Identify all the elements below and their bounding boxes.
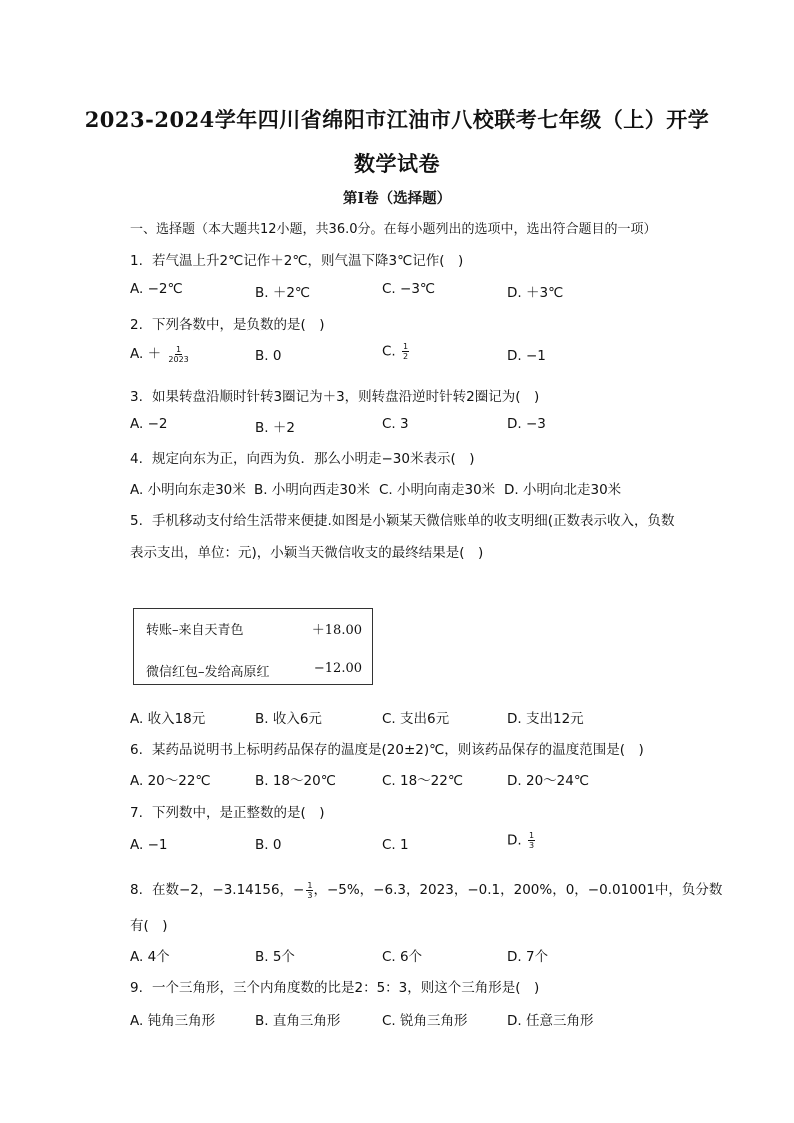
option-b: B. 小明向西走30米: [254, 482, 371, 498]
option-d: D. ＋3℃: [507, 285, 564, 301]
option-d: D. −3: [507, 416, 546, 432]
numerator: 1: [176, 344, 182, 354]
question-number: 2.: [130, 317, 143, 333]
option-a: A. 小明向东走30米: [130, 482, 246, 498]
option-a: A. 4个: [130, 949, 170, 965]
bill-amount: ＋18.00: [311, 623, 362, 638]
option-label: C.: [382, 343, 396, 360]
option-a: [130, 342, 190, 364]
wechat-bill-table: [133, 608, 373, 685]
question-text: 一个三角形，三个内角度数的比是2：5：3，则这个三角形是( ): [152, 980, 540, 996]
option-c: C. 6个: [382, 949, 423, 965]
question-number: 1.: [130, 253, 143, 269]
bill-amount: −12.00: [313, 661, 362, 676]
question-5-line2: 表示支出，单位：元)，小颖当天微信收支的最终结果是( ): [130, 545, 484, 561]
bill-label: 转账–来自天青色: [146, 623, 244, 638]
option-d: D. −1: [507, 348, 546, 364]
option-label: D.: [507, 832, 522, 849]
exam-title-line2: 数学试卷: [354, 151, 440, 176]
volume-heading: 第Ⅰ卷（选择题）: [342, 190, 452, 207]
numerator: 1: [403, 342, 409, 351]
option-a: A. 20～22℃: [130, 773, 211, 789]
question-text: 若气温上升2℃记作＋2℃，则气温下降3℃记作( ): [152, 253, 464, 269]
fraction: [167, 345, 189, 364]
exam-title-line1: 2023-2024学年四川省绵阳市江油市八校联考七年级（上）开学: [84, 107, 710, 132]
question-text: 下列各数中，是负数的是( ): [152, 317, 325, 333]
option-c: [382, 342, 409, 361]
question-number: 8.: [130, 882, 143, 898]
option-d: D. 小明向北走30米: [504, 482, 622, 498]
question-2: [130, 313, 325, 333]
option-c: C. 1: [382, 837, 409, 853]
option-c: C. 3: [382, 416, 409, 432]
option-a: A. −1: [130, 837, 168, 853]
question-text: 手机移动支付给生活带来便捷.如图是小颖某天微信账单的收支明细(正数表示收入，负数: [152, 513, 675, 529]
denominator: 3: [307, 890, 313, 900]
denominator: 3: [528, 841, 535, 850]
option-b: B. 0: [255, 348, 282, 364]
option-c: C. 锐角三角形: [382, 1013, 468, 1029]
option-b: B. 收入6元: [255, 711, 322, 727]
option-c: C. −3℃: [382, 281, 436, 297]
denominator: 2023: [168, 354, 189, 364]
question-text: 如果转盘沿顺时针转3圈记为＋3，则转盘沿逆时针转2圈记为( ): [152, 389, 540, 405]
option-a: A. 钝角三角形: [130, 1013, 216, 1029]
numerator: 1: [307, 880, 313, 890]
bill-label: 微信红包–发给高原红: [146, 665, 270, 680]
option-d: D. 7个: [507, 949, 549, 965]
option-b: B. 直角三角形: [255, 1013, 341, 1029]
option-a: A. −2: [130, 416, 168, 432]
question-5: [130, 509, 675, 529]
option-b: B. 5个: [255, 949, 295, 965]
question-4: [130, 447, 475, 467]
fraction: [402, 342, 409, 361]
denominator: 2: [403, 352, 409, 361]
option-b: B. ＋2: [255, 420, 295, 436]
option-d: [507, 831, 535, 850]
option-d: D. 任意三角形: [507, 1013, 594, 1029]
option-c: C. 18～22℃: [382, 773, 464, 789]
fraction: [528, 831, 535, 850]
question-1: [130, 249, 463, 269]
question-text: 某药品说明书上标明药品保存的温度是(20±2)℃，则该药品保存的温度范围是( ): [152, 742, 644, 758]
question-number: 3.: [130, 389, 143, 405]
option-c: C. 小明向南走30米: [379, 482, 496, 498]
question-text: 规定向东为正，向西为负．那么小明走−30米表示( ): [152, 451, 475, 467]
question-8-line2: 有( ): [130, 918, 168, 934]
question-number: 5.: [130, 513, 143, 529]
option-b: B. ＋2℃: [255, 285, 311, 301]
question-3: [130, 385, 539, 405]
option-c: C. 支出6元: [382, 711, 450, 727]
option-a: A. −2℃: [130, 281, 183, 297]
question-number: 9.: [130, 980, 143, 996]
option-b: B. 18～20℃: [255, 773, 336, 789]
option-d: D. 支出12元: [507, 711, 584, 727]
question-number: 6.: [130, 742, 143, 758]
question-7: [130, 801, 325, 821]
question-text: 下列数中，是正整数的是( ): [152, 805, 325, 821]
question-text-a: 在数−2，−3.14156，−: [152, 882, 305, 898]
option-label: A. ＋: [130, 346, 162, 362]
question-text-b: ，−5%，−6.3，2023，−0.1，200%，0，−0.01001中，负分数: [313, 882, 723, 898]
question-6: [130, 738, 644, 758]
question-9: [130, 976, 539, 996]
question-number: 7.: [130, 805, 143, 821]
option-d: D. 20～24℃: [507, 773, 589, 789]
numerator: 1: [528, 831, 535, 840]
option-b: B. 0: [255, 837, 282, 853]
section-heading: 一、选择题（本大题共12小题，共36.0分。在每小题列出的选项中，选出符合题目的一项）: [130, 222, 657, 237]
option-a: A. 收入18元: [130, 711, 206, 727]
question-number: 4.: [130, 451, 143, 467]
question-8: [130, 878, 722, 900]
